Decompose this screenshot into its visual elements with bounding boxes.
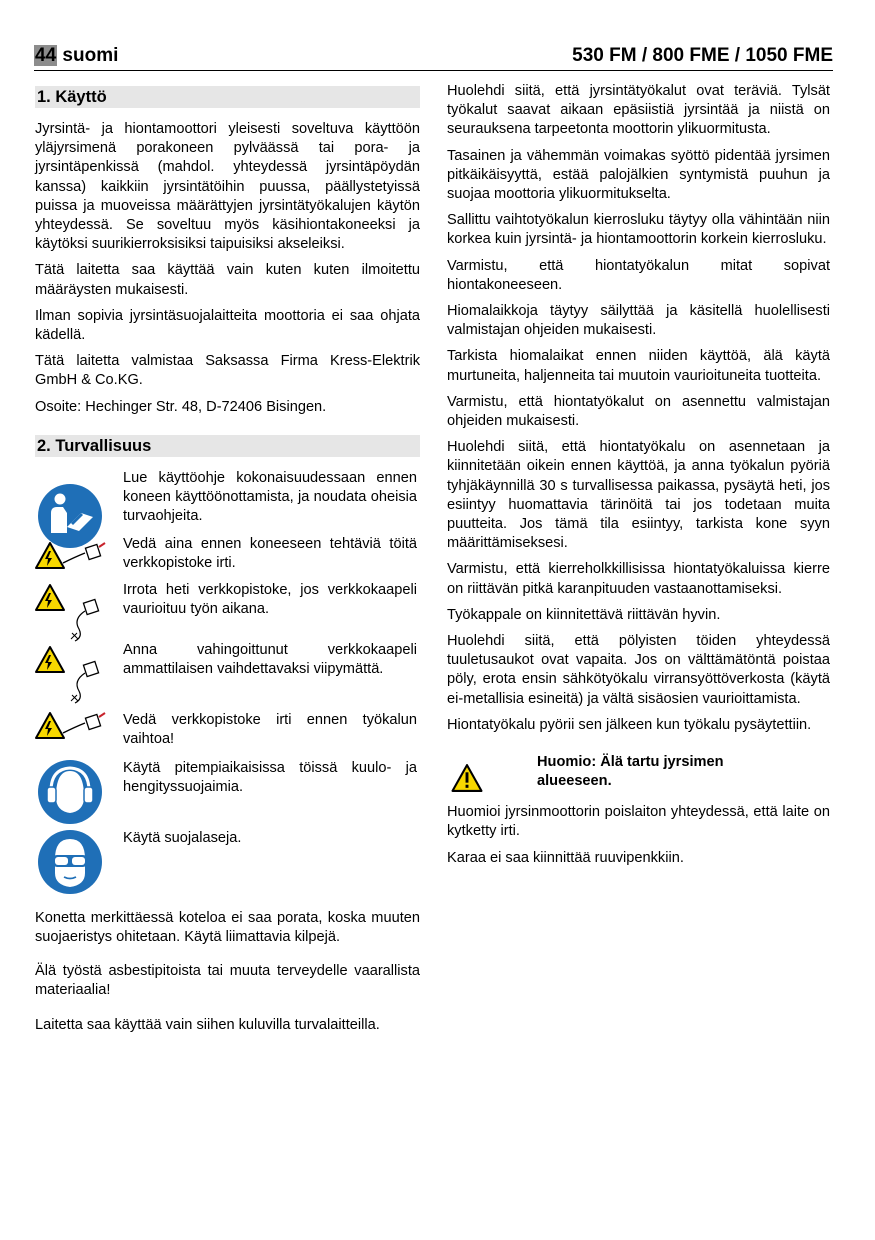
paragraph: Huolehdi siitä, että hiontatyökalu on asennetaan ja kiinnitetään oikein ennen käyttöä, ja anna työkalun pyöriä tyhjäkäynnillä 30 s turvallisessa paikassa, pysäytä heti, jos esiintyy huomattavia tärinöitä tai jos todetaan muita puutteita. Jos tämä tila esiintyy, tarkista kone syyn määrittämiseksesi. [447,439,830,552]
page-header [34,44,833,71]
section-title-kaytto: 1. Käyttö [35,86,420,108]
safety-item-text: Käytä pitempiaikaisissa töissä kuulo- ja hengityssuojaimia. [123,759,417,796]
paragraph: Tasainen ja vähemmän voimakas syöttö pidentää jyrsimen pitkäikäisyyttä, estää palojälkien syntymistä puuhun ja suojaa moottoria ylikuormitukselta. [447,147,830,203]
warning-text: Huomio: Älä tartu jyrsimen alueeseen. [537,754,724,790]
paragraph: Laitetta saa käyttää vain siihen kuluvilla turvalaitteilla. [35,1016,380,1033]
safety-goggles-icon [37,829,103,895]
safety-item-text: Vedä verkkopistoke irti ennen työkalun vaihtoa! [123,711,417,748]
paragraph: Tätä laitetta saa käyttää vain kuten kuten ilmoitettu määräysten mukaisesti. [35,262,420,298]
safety-item-text: Anna vahingoittunut verkkokaapeli ammattilaisen vaihdettavaksi viipymättä. [123,641,417,678]
unplug-warning-icon [35,541,109,575]
paragraph: Varmistu, että hiontatyökalun mitat sopivat hiontakoneeseen. [447,257,830,293]
model-title: 530 FM / 800 FME / 1050 FME [572,45,833,66]
paragraph: Hiomalaikkoja täytyy säilyttää ja käsitellä huolellisesti valmistajan ohjeiden mukaisesti. [447,303,830,339]
paragraph: Tarkista hiomalaikat ennen niiden käyttöä, älä käytä murtuneita, haljenneita tai muutoin vaurioituneita tuotteita. [447,348,830,384]
paragraph: Varmistu, että kierreholkkillisissa hiontatyökaluissa kierre on riittävän pitkä karanpituuden vastaanottamiseksi. [447,561,830,597]
paragraph: Varmistu, että hiontatyökalut on asennettu valmistajan ohjeiden mukaisesti. [447,393,830,430]
page-number: 44 [35,45,57,66]
section-title-turvallisuus: 2. Turvallisuus [35,435,420,457]
left-column [35,86,420,1042]
paragraph: Ilman sopivia jyrsintäsuojalaitteita moottoria ei saa ohjata kädellä. [35,307,420,344]
paragraph: Osoite: Hechinger Str. 48, D-72406 Bisingen. [35,398,327,415]
right-column [447,82,830,875]
paragraph: Karaa ei saa kiinnittää ruuvipenkkiin. [447,849,684,866]
paragraph: Konetta merkittäessä koteloa ei saa porata, koska muuten suojaeristys ohitetaan. Käytä liimattavia kilpejä. [35,909,420,946]
paragraph: Hiontatyökalu pyörii sen jälkeen kun työkalu pysäytettiin. [447,716,812,733]
safety-item-text: Käytä suojalaseja. [123,829,242,846]
safety-item-text: Vedä aina ennen koneeseen tehtäviä töitä verkkopistoke irti. [123,535,417,572]
safety-item-text: Lue käyttöohje kokonaisuudessaan ennen koneen käyttöönottamista, ja noudata oheisia turvaohjeita. [123,469,417,525]
paragraph: Älä työstä asbestipitoista tai muuta terveydelle vaarallista materiaalia! [35,963,420,999]
language-label: suomi [62,45,119,66]
paragraph: Huolehdi siitä, että jyrsintätyökalut ovat teräviä. Tylsät työkalut saavat aikaan epäsiistiä jyrsintää ja niistä on seurauksena tarpeetonta moottorin ylikuormitusta. [447,83,830,138]
paragraph: Sallittu vaihtotyökalun kierrosluku täytyy olla vähintään niin korkea kuin jyrsintä- ja hiontamoottorin korkein kierrosluku. [447,212,830,248]
safety-item-text: Irrota heti verkkopistoke, jos verkkokaapeli vaurioituu työn aikana. [123,581,417,618]
unplug-warning-icon [35,711,109,745]
warning-box [447,753,830,797]
ear-protection-icon [37,759,103,825]
paragraph: Tätä laitetta valmistaa Saksassa Firma Kress-Elektrik GmbH & Co.KG. [35,353,420,389]
paragraph: Huomioi jyrsinmoottorin poislaiton yhteydessä, että laite on kytketty irti. [447,804,830,840]
damaged-cable-warning-icon [35,583,111,645]
paragraph: Työkappale on kiinnitettävä riittävän hyvin. [447,606,721,623]
safety-list [35,469,420,905]
paragraph: Huolehdi siitä, että pölyisten töiden yhteydessä tuuletusaukot ovat vapaita. Jos on välttämätöntä poistaa pöly, erota ensin sähkötyökalu virransyöttöverkosta (käytä ei-metallisia esineitä) ja vältä sisäosien vaurioittamista. [447,633,830,707]
damaged-cable-warning-icon [35,645,111,707]
paragraph: Jyrsintä- ja hiontamoottori yleisesti soveltuva käyttöön yläjyrsimenä porakoneen pylväässä tai pora- ja jyrsintäpenkissä (mahdol. yhteydessä jyrsintäpöydän kanssa) kaikkiin jyrsintätöihin puussa, päällystetyissä puissa ja muoveissa määrättyjen jyrsintätyökalujen käytön yhteydessä. Se soveltuu myös käsihiontakoneeksi ja käytöksi suurikierroksisiksi taipuisiksi akseleiksi. [35,121,420,253]
read-manual-icon [37,483,103,549]
warning-triangle-icon [451,763,483,793]
